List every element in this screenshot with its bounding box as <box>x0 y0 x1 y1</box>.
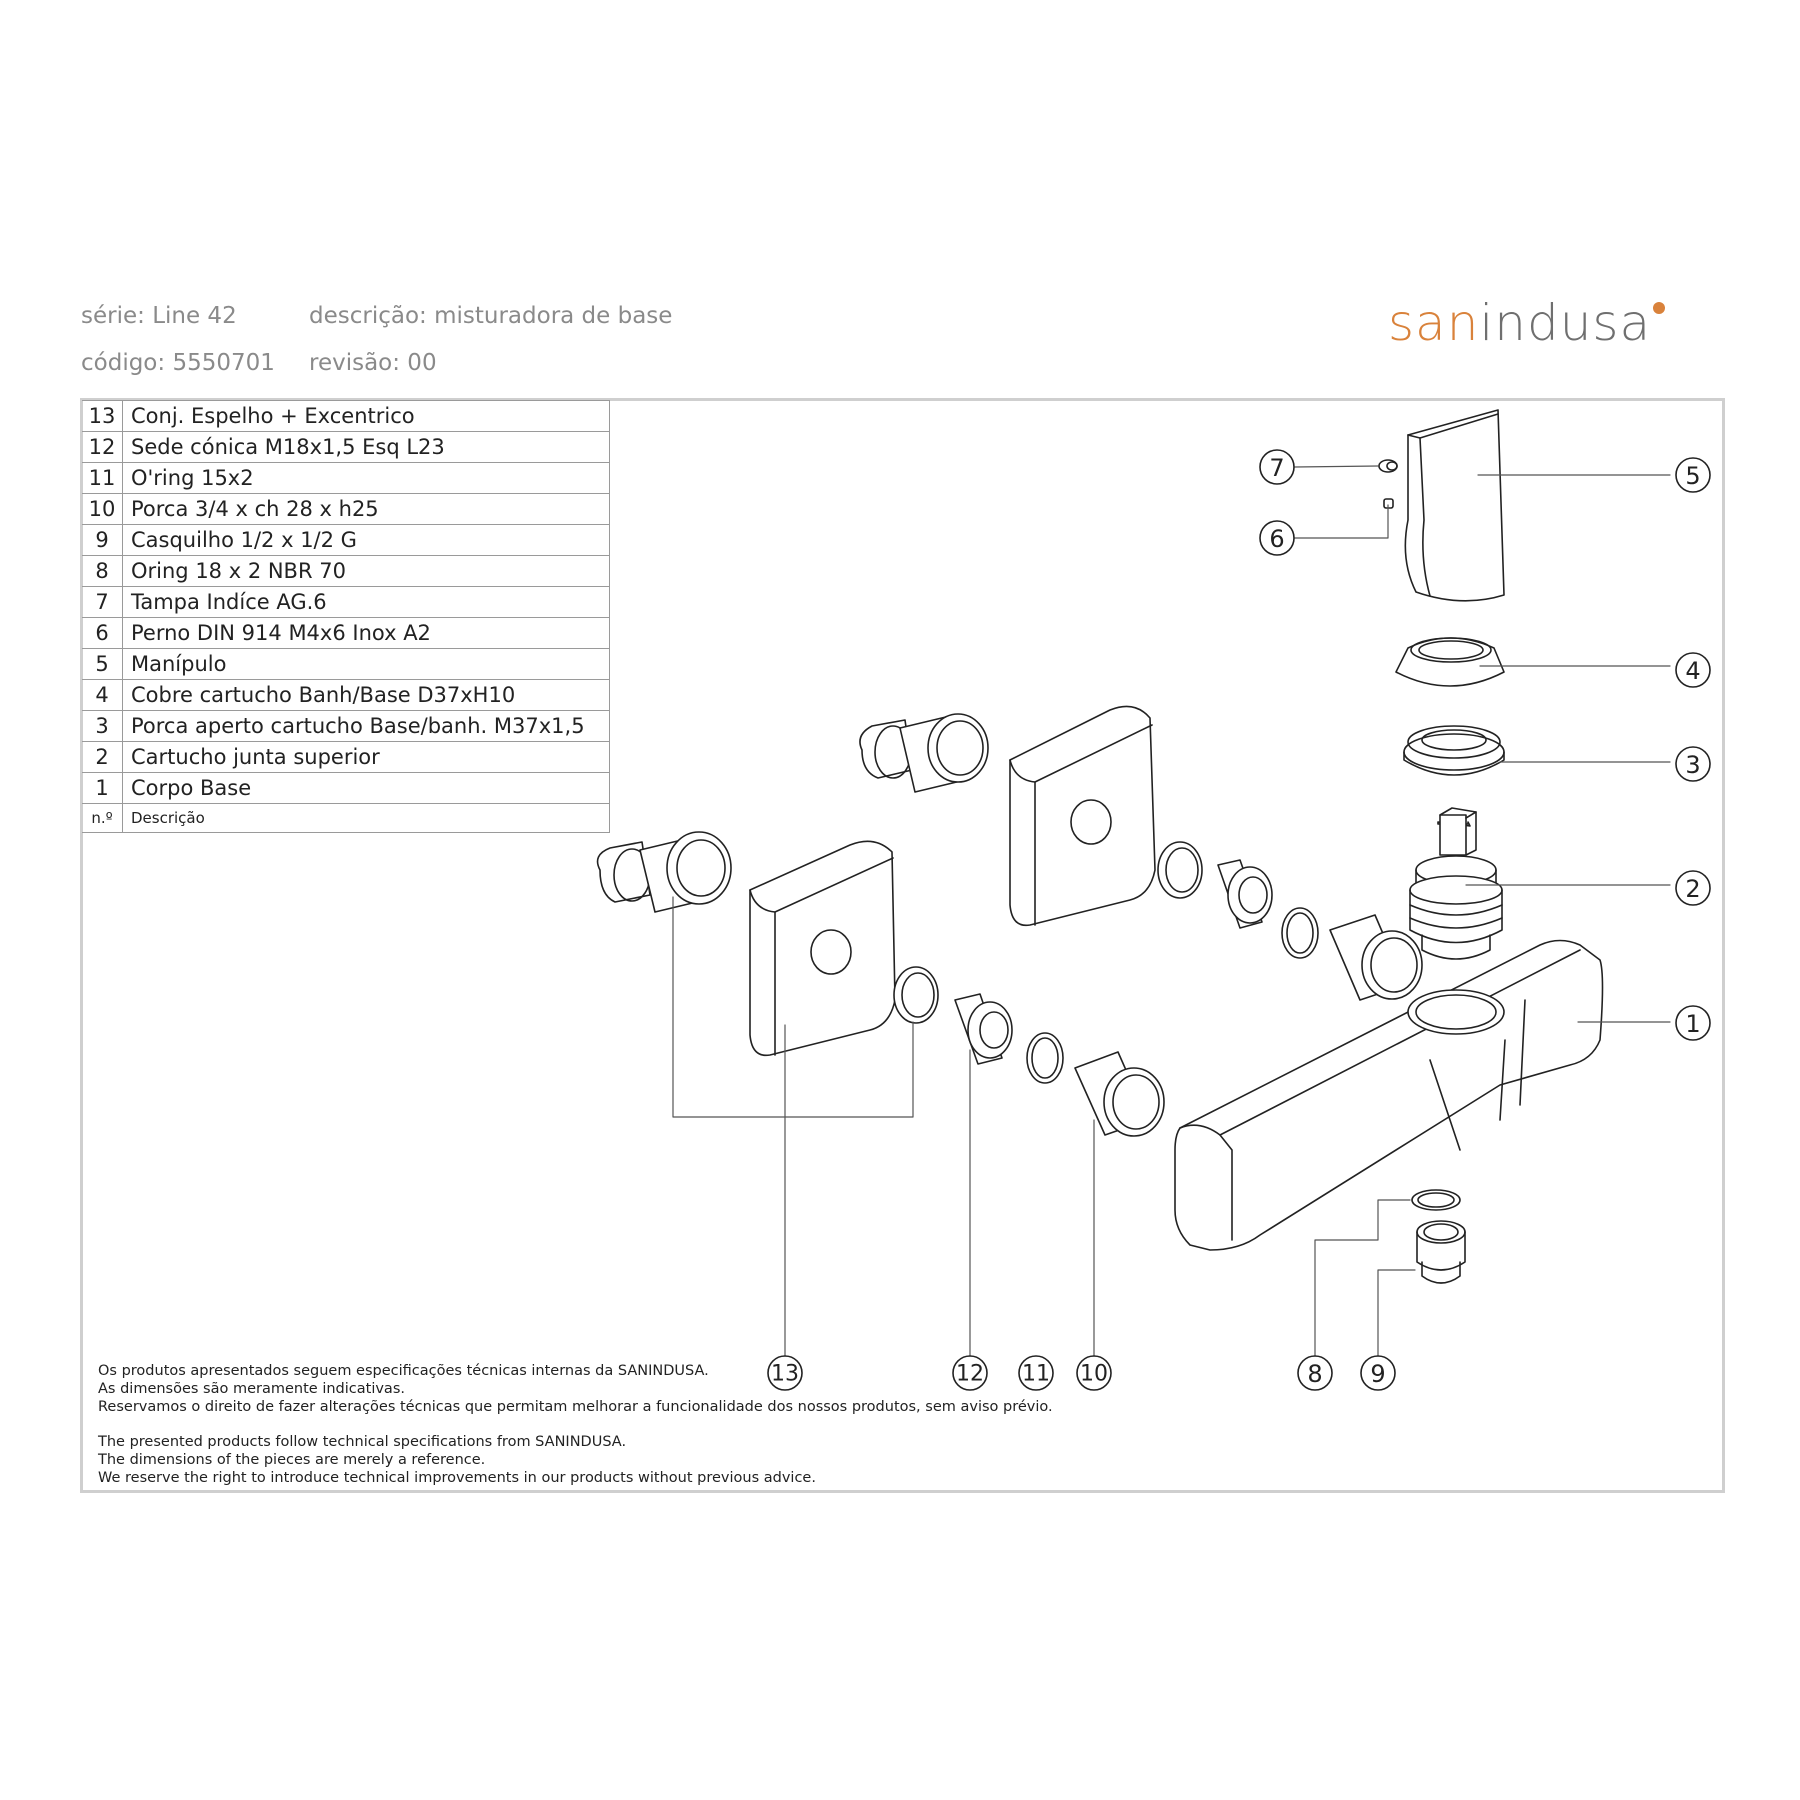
callout-12: 12 <box>956 1361 984 1387</box>
part-number: 5 <box>82 649 123 680</box>
callout-8: 8 <box>1307 1360 1323 1388</box>
callout-3: 3 <box>1685 751 1701 779</box>
note-pt-1: Os produtos apresentados seguem especificações técnicas internas da SANINDUSA. <box>98 1363 709 1379</box>
part-description: O'ring 15x2 <box>123 463 610 494</box>
part-description: Conj. Espelho + Excentrico <box>123 401 610 432</box>
callout-11: 11 <box>1022 1361 1050 1387</box>
note-pt-2: As dimensões são meramente indicativas. <box>98 1381 405 1397</box>
part-8-oring <box>1412 1190 1460 1210</box>
part-description: Cartucho junta superior <box>123 742 610 773</box>
note-pt-3: Reservamos o direito de fazer alterações técnicas que permitam melhorar a funcionalidade dos nossos produtos, sem aviso prévio. <box>98 1399 1053 1415</box>
front-eccentric-set <box>598 832 731 912</box>
callout-2: 2 <box>1685 875 1701 903</box>
back-oring-and-seat <box>1158 842 1422 1000</box>
part-number: 12 <box>82 432 123 463</box>
part-number: 10 <box>82 494 123 525</box>
serie-label: série: Line 42 <box>81 303 237 329</box>
logo-part-san: san <box>1388 294 1480 352</box>
part-description: Oring 18 x 2 NBR 70 <box>123 556 610 587</box>
callout-5: 5 <box>1685 462 1701 490</box>
header-number: n.º <box>82 804 123 833</box>
note-en-3: We reserve the right to introduce technical improvements in our products without previous advice. <box>98 1470 816 1486</box>
part-number: 3 <box>82 711 123 742</box>
part-description: Sede cónica M18x1,5 Esq L23 <box>123 432 610 463</box>
note-en-1: The presented products follow technical specifications from SANINDUSA. <box>98 1434 627 1450</box>
front-oring-and-seat <box>894 967 1164 1136</box>
callout-1: 1 <box>1685 1010 1701 1038</box>
part-number: 2 <box>82 742 123 773</box>
part-description: Manípulo <box>123 649 610 680</box>
part-number: 7 <box>82 587 123 618</box>
part-description: Tampa Indíce AG.6 <box>123 587 610 618</box>
callout-4: 4 <box>1685 657 1701 685</box>
part-description: Casquilho 1/2 x 1/2 G <box>123 525 610 556</box>
callout-6: 6 <box>1269 525 1285 553</box>
part-4-cartridge-cover <box>1396 638 1504 686</box>
revisao-label: revisão: 00 <box>309 350 437 376</box>
part-number: 11 <box>82 463 123 494</box>
back-escutcheon <box>1010 706 1155 925</box>
part-number: 13 <box>82 401 123 432</box>
callout-7: 7 <box>1269 454 1285 482</box>
codigo-label: código: 5550701 <box>81 350 275 376</box>
part-description: Corpo Base <box>123 773 610 804</box>
header-description: Descrição <box>123 804 610 833</box>
note-en-2: The dimensions of the pieces are merely a reference. <box>98 1452 486 1468</box>
part-7-index-cap <box>1379 460 1397 472</box>
part-description: Porca 3/4 x ch 28 x h25 <box>123 494 610 525</box>
callout-10: 10 <box>1080 1361 1108 1387</box>
descricao-label: descrição: misturadora de base <box>309 303 673 329</box>
part-9-bushing <box>1417 1221 1465 1283</box>
part-number: 8 <box>82 556 123 587</box>
logo-part-indusa: indusa <box>1479 294 1652 352</box>
part-number: 1 <box>82 773 123 804</box>
part-number: 4 <box>82 680 123 711</box>
part-description: Porca aperto cartucho Base/banh. M37x1,5 <box>123 711 610 742</box>
part-number: 9 <box>82 525 123 556</box>
part-number: 6 <box>82 618 123 649</box>
callout-13: 13 <box>771 1361 799 1387</box>
part-2-cartridge <box>1410 808 1502 959</box>
part-5-handle <box>1405 410 1504 601</box>
back-eccentric-set <box>860 714 988 792</box>
part-3-cartridge-nut <box>1404 726 1504 775</box>
callout-9: 9 <box>1370 1360 1386 1388</box>
part-description: Perno DIN 914 M4x6 Inox A2 <box>123 618 610 649</box>
part-description: Cobre cartucho Banh/Base D37xH10 <box>123 680 610 711</box>
front-escutcheon <box>750 841 895 1055</box>
